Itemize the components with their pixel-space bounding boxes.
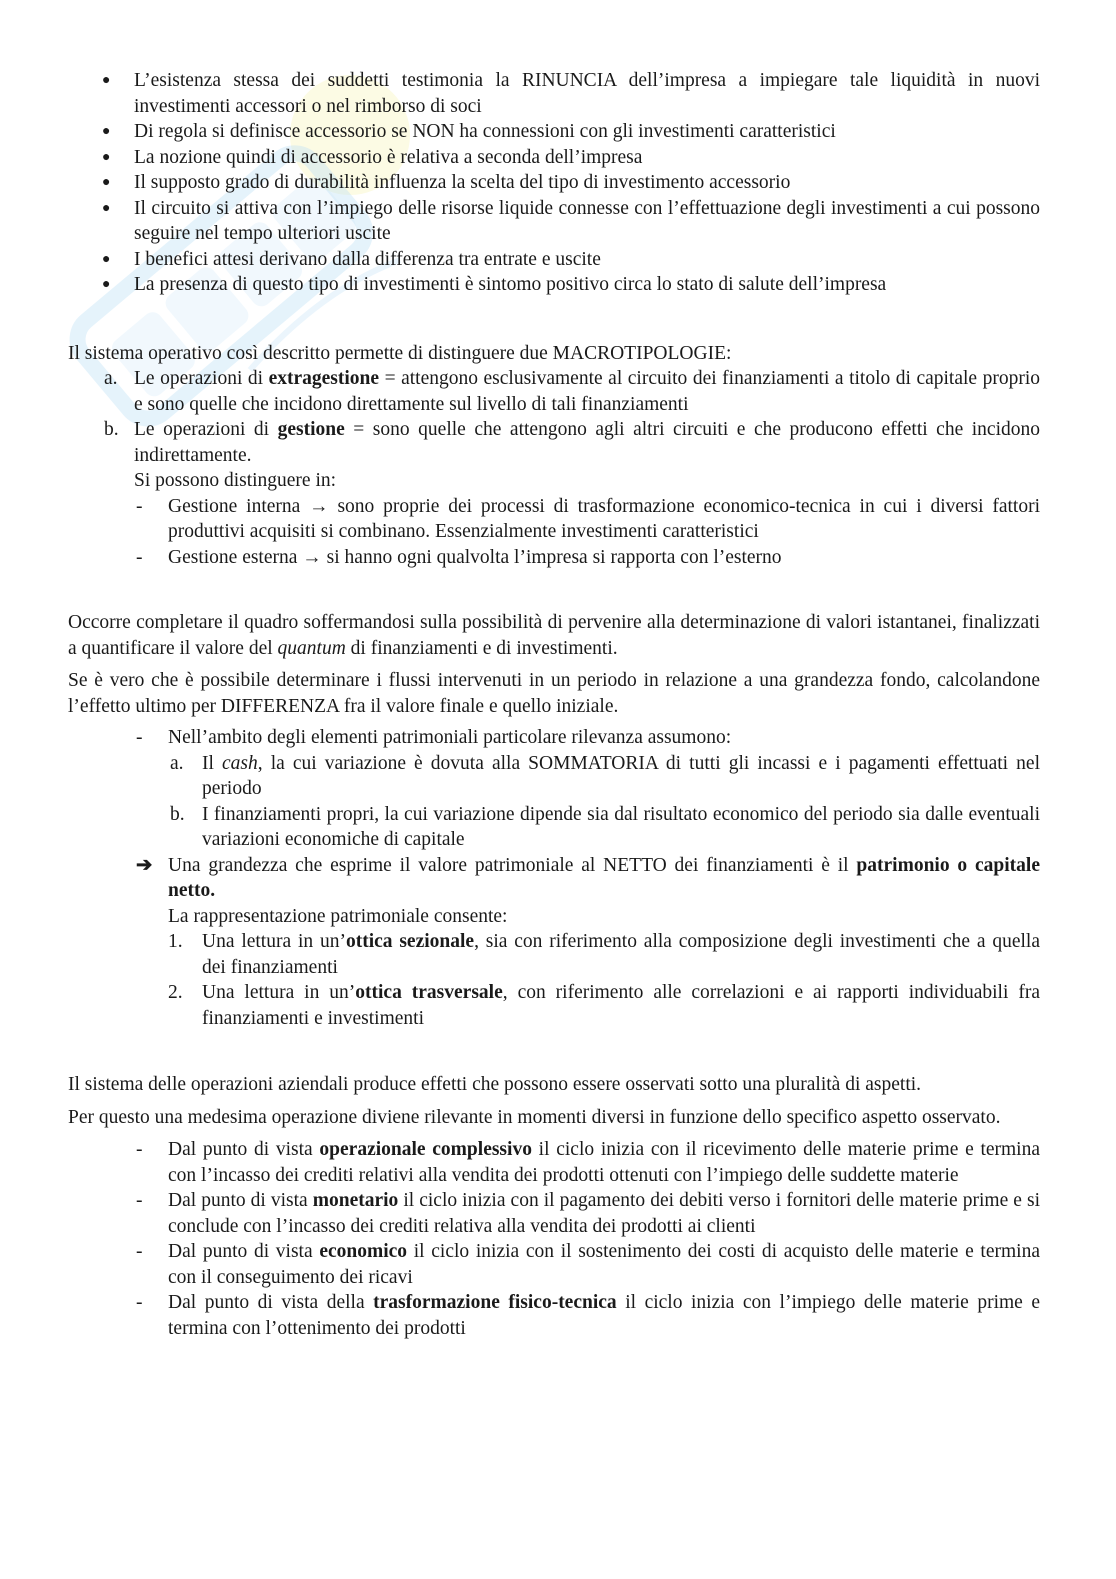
list-item: ● La presenza di questo tipo di investimenti è sintomo positivo circa lo stato di salute dell’impresa — [68, 272, 1040, 298]
macro-sub-label: Si possono distinguere in: — [134, 470, 337, 491]
arrow-icon: ➔ — [136, 854, 153, 876]
list-item: ● Il supposto grado di durabilità influenza la scelta del tipo di investimento accessorio — [68, 170, 1040, 196]
list-item: b. I finanziamenti propri, la cui variazione dipende sia dal risultato economico del periodo sia dalle eventuali variazioni economiche di capitale — [170, 803, 1040, 850]
quadro-paragraph-1: Occorre completare il quadro soffermandosi sulla possibilità di pervenire alla determinazione di valori istantanei, finalizzati a quantificare il valore del quantum di finanziamenti e di investimenti. — [68, 612, 1040, 659]
gestione-dash-list — [68, 494, 1040, 571]
macro-list — [68, 366, 1040, 468]
list-item: - Dal punto di vista operazionale complessivo il ciclo inizia con il ricevimento delle materie prime e termina con l’incasso dei crediti relativi alla vendita dei prodotti ottenuti con l’impiego delle suddette materie — [136, 1139, 1041, 1186]
sistema-paragraph-1: Il sistema delle operazioni aziendali produce effetti che possono essere osservati sotto una pluralità di aspetti. — [68, 1074, 922, 1095]
list-item: ● Il circuito si attiva con l’impiego delle risorse liquide connesse con l’effettuazione degli investimenti a cui possono seguire nel tempo ulteriori uscite — [102, 197, 1040, 244]
list-item: a. Il cash, la cui variazione è dovuta alla SOMMATORIA di tutti gli incassi e i pagamenti effettuati nel periodo — [170, 752, 1040, 799]
rappresentazione-label: La rappresentazione patrimoniale consente: — [168, 905, 508, 927]
list-item: ● L’esistenza stessa dei suddetti testimonia la RINUNCIA dell’impresa a impiegare tale liquidità in nuovi investimenti accessori o nel rimborso di soci — [102, 70, 1040, 117]
sistema-paragraph-2: Per questo una medesima operazione diviene rilevante in momenti diversi in funzione dello specifico aspetto osservato. — [68, 1106, 1001, 1128]
list-item: - Gestione interna → sono proprie dei processi di trasformazione economico-tecnica in cui i diversi fattori produttivi acquisiti si combinano. Essenzialmente investimenti caratteristici — [136, 495, 1040, 542]
macro-intro: Il sistema operativo così descritto permette di distinguere due MACROTIPOLOGIE: — [68, 342, 732, 364]
macro-item-a: a. Le operazioni di extragestione = attengono esclusivamente al circuito dei finanziamenti a titolo di capitale proprio e sono quelle che incidono direttamente sul livello di tali finanziamenti — [104, 368, 1040, 415]
bullet-icon: ● — [102, 277, 111, 292]
quadro-dash-list — [68, 725, 1040, 751]
bullet-icon: ● — [102, 251, 111, 267]
punto-di-vista-list — [68, 1137, 1040, 1341]
list-item: ● Di regola si definisce accessorio se NON ha connessioni con gli investimenti caratteristici — [68, 119, 1040, 145]
list-item: - Dal punto di vista della trasformazione fisico-tecnica il ciclo inizia con l’impiego delle materie prime e termina con l’ottenimento dei prodotti — [136, 1292, 1040, 1339]
bullet-icon: ● — [102, 149, 111, 165]
ottica-list — [68, 929, 1040, 1031]
list-item: ● La nozione quindi di accessorio è relativa a seconda dell’impresa — [68, 145, 1040, 171]
list-item: 1. Una lettura in un’ottica sezionale, sia con riferimento alla composizione degli investimenti che a quella dei finanziamenti — [168, 931, 1040, 978]
intro-bullet-list — [68, 68, 1040, 298]
list-item: - Dal punto di vista monetario il ciclo inizia con il pagamento dei debiti verso i fornitori delle materie prime e si conclude con l’incasso dei crediti relativa alla vendita dei prodotti ai clienti — [136, 1190, 1040, 1237]
list-item: - Gestione esterna → si hanno ogni qualvolta l’impresa si rapporta con l’esterno — [136, 546, 782, 568]
patrimonio-arrow-item: ➔ Una grandezza che esprime il valore patrimoniale al NETTO dei finanziamenti è il patrimonio o capitale netto. — [136, 854, 1040, 901]
list-item: 2. Una lettura in un’ottica trasversale, con riferimento alle correlazioni e ai rapporti individuabili fra finanziamenti e investimenti — [168, 982, 1040, 1029]
list-item: ● I benefici attesi derivano dalla differenza tra entrate e uscite — [68, 247, 1040, 273]
list-item: - Dal punto di vista economico il ciclo inizia con il sostenimento dei costi di acquisto delle materie e termina con il conseguimento dei ricavi — [136, 1241, 1040, 1288]
bullet-icon: ● — [102, 200, 111, 216]
bullet-icon: ● — [102, 124, 111, 139]
macro-item-b: b. Le operazioni di gestione = sono quelle che attengono agli altri circuiti e che producono effetti che incidono indirettamente. — [104, 419, 1041, 466]
document-content — [68, 68, 1040, 1341]
quadro-alpha-list — [68, 751, 1040, 853]
quadro-paragraph-2: Se è vero che è possibile determinare i flussi intervenuti in un periodo in relazione a una grandezza fondo, calcolandone l’effetto ultimo per DIFFERENZA fra il valore finale e quello iniziale. — [68, 670, 1040, 717]
list-item: - Nell’ambito degli elementi patrimoniali particolare rilevanza assumono: — [136, 727, 732, 748]
bullet-icon: ● — [102, 73, 111, 88]
bullet-icon: ● — [102, 175, 111, 190]
